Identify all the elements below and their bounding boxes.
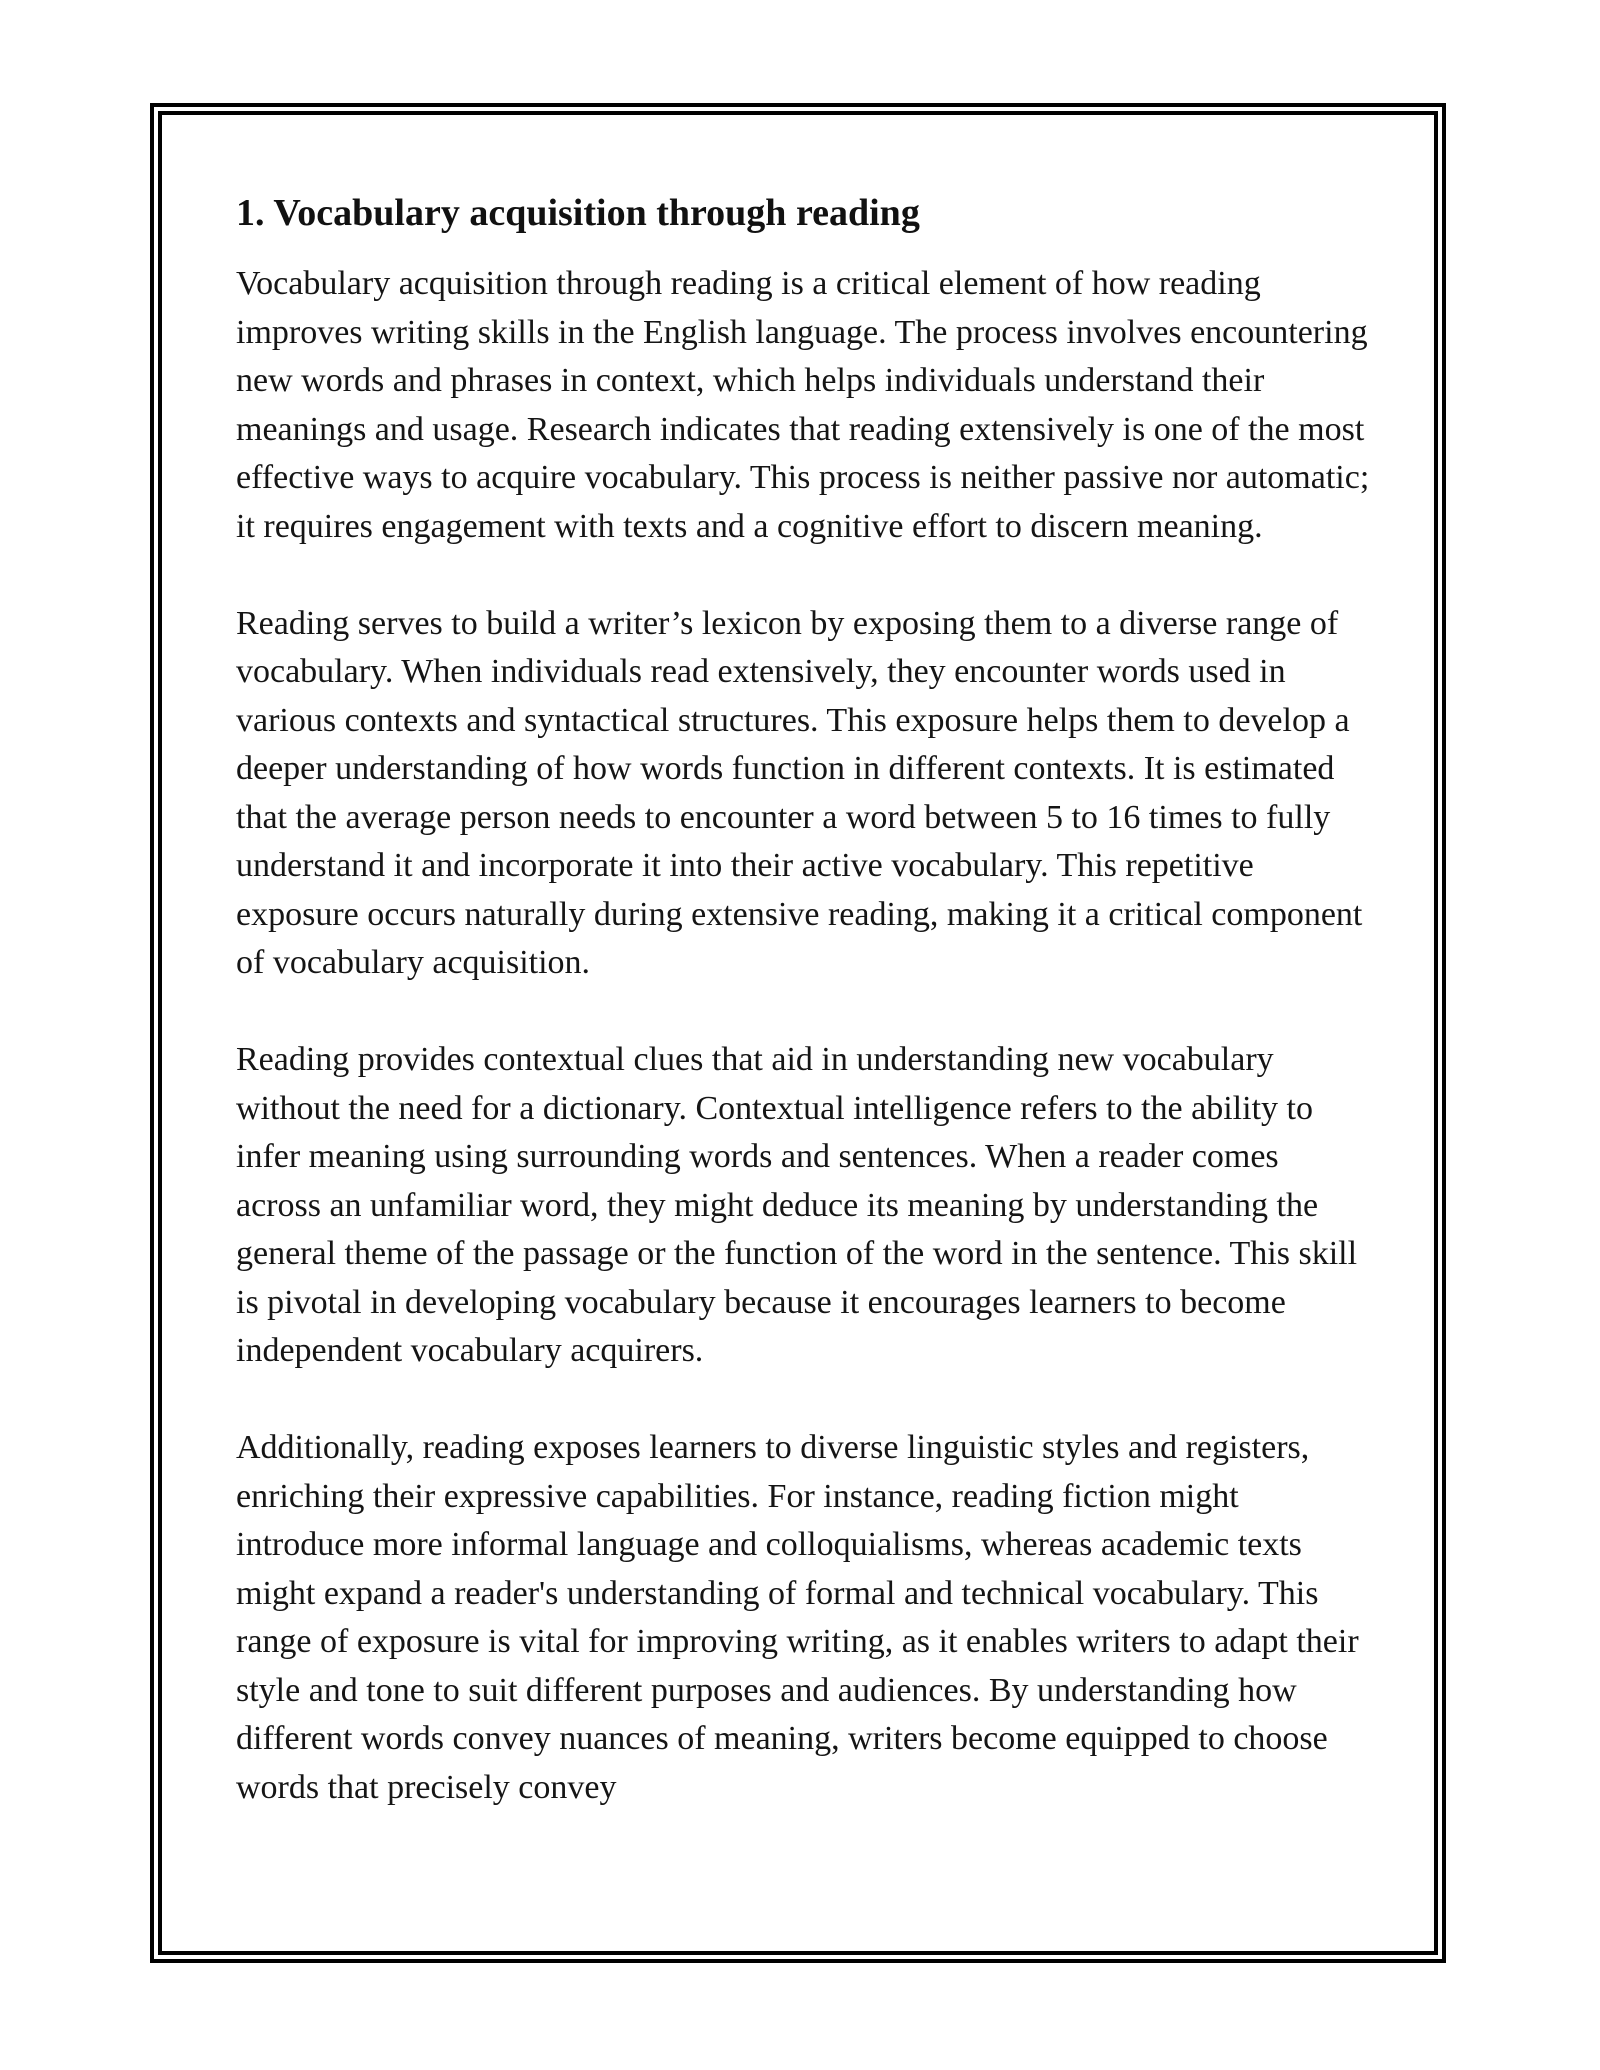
paragraph-3: Reading provides contextual clues that aid in understanding new vocabulary without the need for a dictionary. Contextual intelligence refers to the ability to infer meaning using surrounding words and sentences. When a reader comes across an unfamiliar word, they might deduce its meaning by understanding the general theme of the passage or the function of the word in the sentence. This skill is pivotal in developing vocabulary because it encourages learners to become independent vocabulary acquirers. bbox=[236, 1041, 1358, 1369]
paragraph-4: Additionally, reading exposes learners to diverse linguistic styles and registers, enriching their expressive capabilities. For instance, reading fiction might introduce more informal language and colloquialisms, whereas academic texts might expand a reader's understanding of formal and technical vocabulary. This range of exposure is vital for improving writing, as it enables writers to adapt their style and tone to suit different purposes and audiences. By understanding how different words convey nuances of meaning, writers become equipped to choose words that precisely convey bbox=[236, 1429, 1359, 1806]
paragraph-1: Vocabulary acquisition through reading is a critical element of how reading improves writing skills in the English language. The process involves encountering new words and phrases in context, which helps individuals understand their meanings and usage. Research indicates that reading extensively is one of the most effective ways to acquire vocabulary. This process is neither passive nor automatic; it requires engagement with texts and a cognitive effort to discern meaning. bbox=[236, 265, 1370, 545]
paragraph-2: Reading serves to build a writer’s lexicon by exposing them to a diverse range of vocabulary. When individuals read extensively, they encounter words used in various contexts and syntactical structures. This exposure helps them to develop a deeper understanding of how words function in different contexts. It is estimated that the average person needs to encounter a word between 5 to 16 times to fully understand it and incorporate it into their active vocabulary. This repetitive exposure occurs naturally during extensive reading, making it a critical component of vocabulary acquisition. bbox=[236, 604, 1363, 981]
document-body bbox=[236, 188, 1371, 1812]
section-heading: 1. Vocabulary acquisition through reading bbox=[236, 192, 920, 234]
